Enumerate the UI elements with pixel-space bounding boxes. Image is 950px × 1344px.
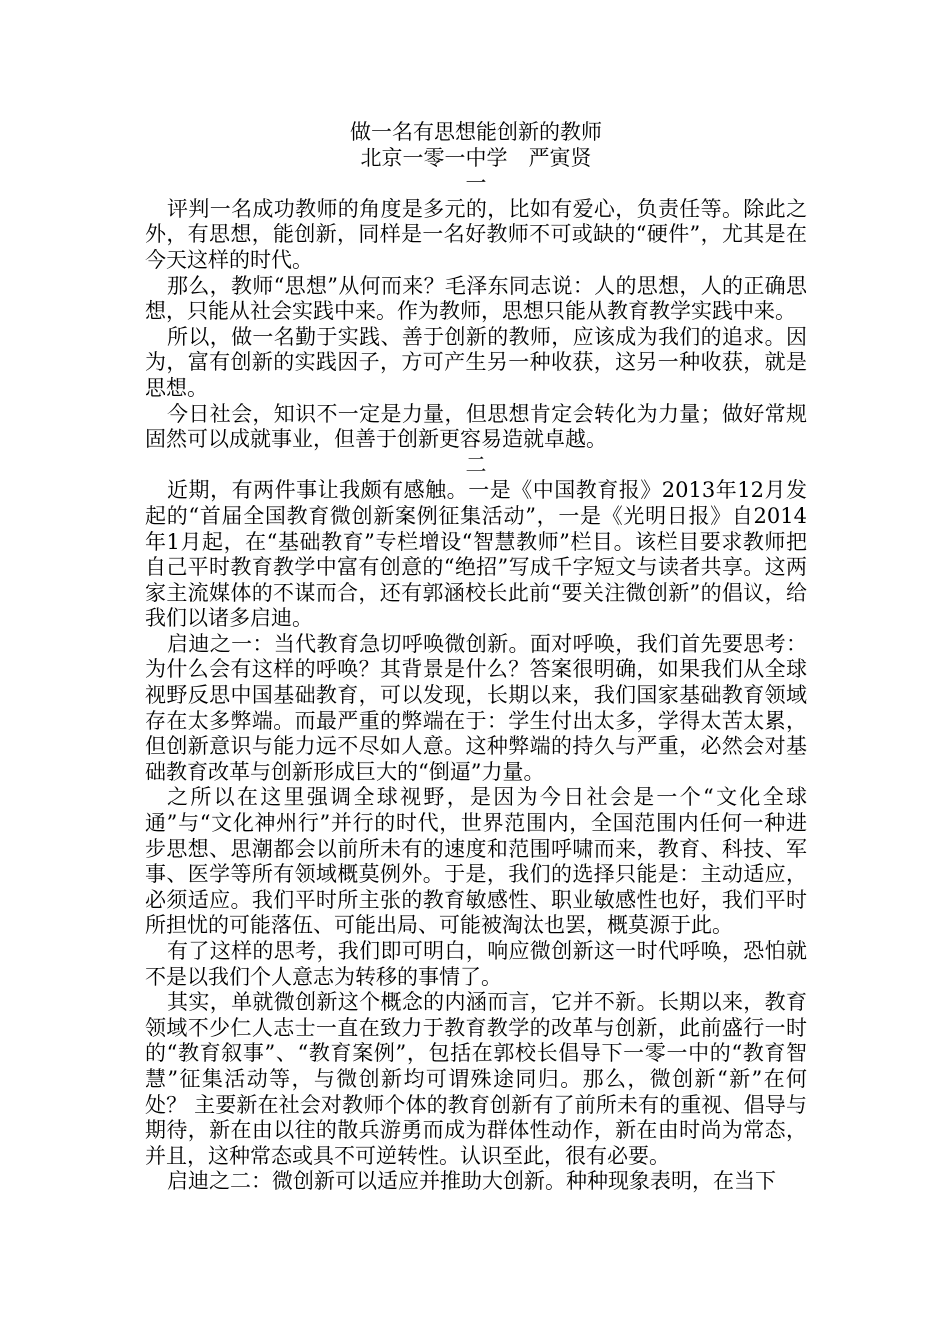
paragraph: 有了这样的思考，我们即可明白，响应微创新这一时代呼唤，恐怕就不是以我们个人意志为转移的事情了。 [145, 939, 807, 989]
section-one [145, 171, 807, 453]
section-mark: 二 [465, 452, 487, 477]
author-line: 北京一零一中学 严寅贤 [360, 145, 592, 170]
section-two [145, 453, 807, 1195]
document-page [145, 120, 807, 1195]
paragraph: 今日社会，知识不一定是力量，但思想肯定会转化为力量；做好常规固然可以成就事业，但善于创新更容易造就卓越。 [145, 401, 807, 452]
paragraph: 所以，做一名勤于实践、善于创新的教师，应该成为我们的追求。因为，富有创新的实践因子，方可产生另一种收获，这另一种收获，就是思想。 [145, 324, 807, 400]
paragraph: 近期，有两件事让我颇有感触。一是《中国教育报》2013年12月发起的“首届全国教育微创新案例征集活动”，一是《光明日报》自2014年1月起，在“基础教育”专栏增设“智慧教师”栏目。该栏目要求教师把自己平时教育教学中富有创意的“绝招”写成千字短文与读者共享。这两家主流媒体的不谋而合，还有郭涵校长此前“要关注微创新”的倡议，给我们以诸多启迪。 [145, 478, 807, 631]
paragraph: 评判一名成功教师的角度是多元的，比如有爱心，负责任等。除此之外，有思想，能创新，同样是一名好教师不可或缺的“硬件”，尤其是在今天这样的时代。 [145, 196, 807, 272]
paragraph: 那么，教师“思想”从何而来？毛泽东同志说：人的思想，人的正确思想，只能从社会实践中来。作为教师，思想只能从教育教学实践中来。 [145, 273, 807, 324]
paragraph: 之所以在这里强调全球视野，是因为今日社会是一个“文化全球通”与“文化神州行”并行的时代，世界范围内，全国范围内任何一种进步思想、思潮都会以前所未有的速度和范围呼啸而来，教育、科技、军事、医学等所有领域概莫例外。于是，我们的选择只能是：主动适应，必须适应。我们平时所主张的教育敏感性、职业敏感性也好，我们平时所担忧的可能落伍、可能出局、可能被淘汰也罢，概莫源于此。 [145, 785, 807, 938]
section-mark: 一 [465, 171, 487, 196]
document-title: 做一名有思想能创新的教师 [350, 120, 602, 144]
paragraph: 其实，单就微创新这个概念的内涵而言，它并不新。长期以来，教育领域不少仁人志士一直在致力于教育教学的改革与创新，此前盛行一时的“教育叙事”、“教育案例”，包括在郭校长倡导下一零一中的“教育智慧”征集活动等，与微创新均可谓殊途同归。那么，微创新“新”在何处？ 主要新在社会对教师个体的教育创新有了前所未有的重视、倡导与期待，新在由以往的散兵游勇而成为群体性动作，新在由时尚为常态，并且，这种常态或具不可逆转性。认识至此，很有必要。 [145, 990, 807, 1168]
paragraph: 启迪之二：微创新可以适应并推助大创新。种种现象表明，在当下 [167, 1169, 777, 1194]
paragraph: 启迪之一：当代教育急切呼唤微创新。面对呼唤，我们首先要思考：为什么会有这样的呼唤？其背景是什么？答案很明确，如果我们从全球视野反思中国基础教育，可以发现，长期以来，我们国家基础教育领域存在太多弊端。而最严重的弊端在于：学生付出太多，学得太苦太累，但创新意识与能力远不尽如人意。这种弊端的持久与严重，必然会对基础教育改革与创新形成巨大的“倒逼”力量。 [145, 631, 807, 784]
